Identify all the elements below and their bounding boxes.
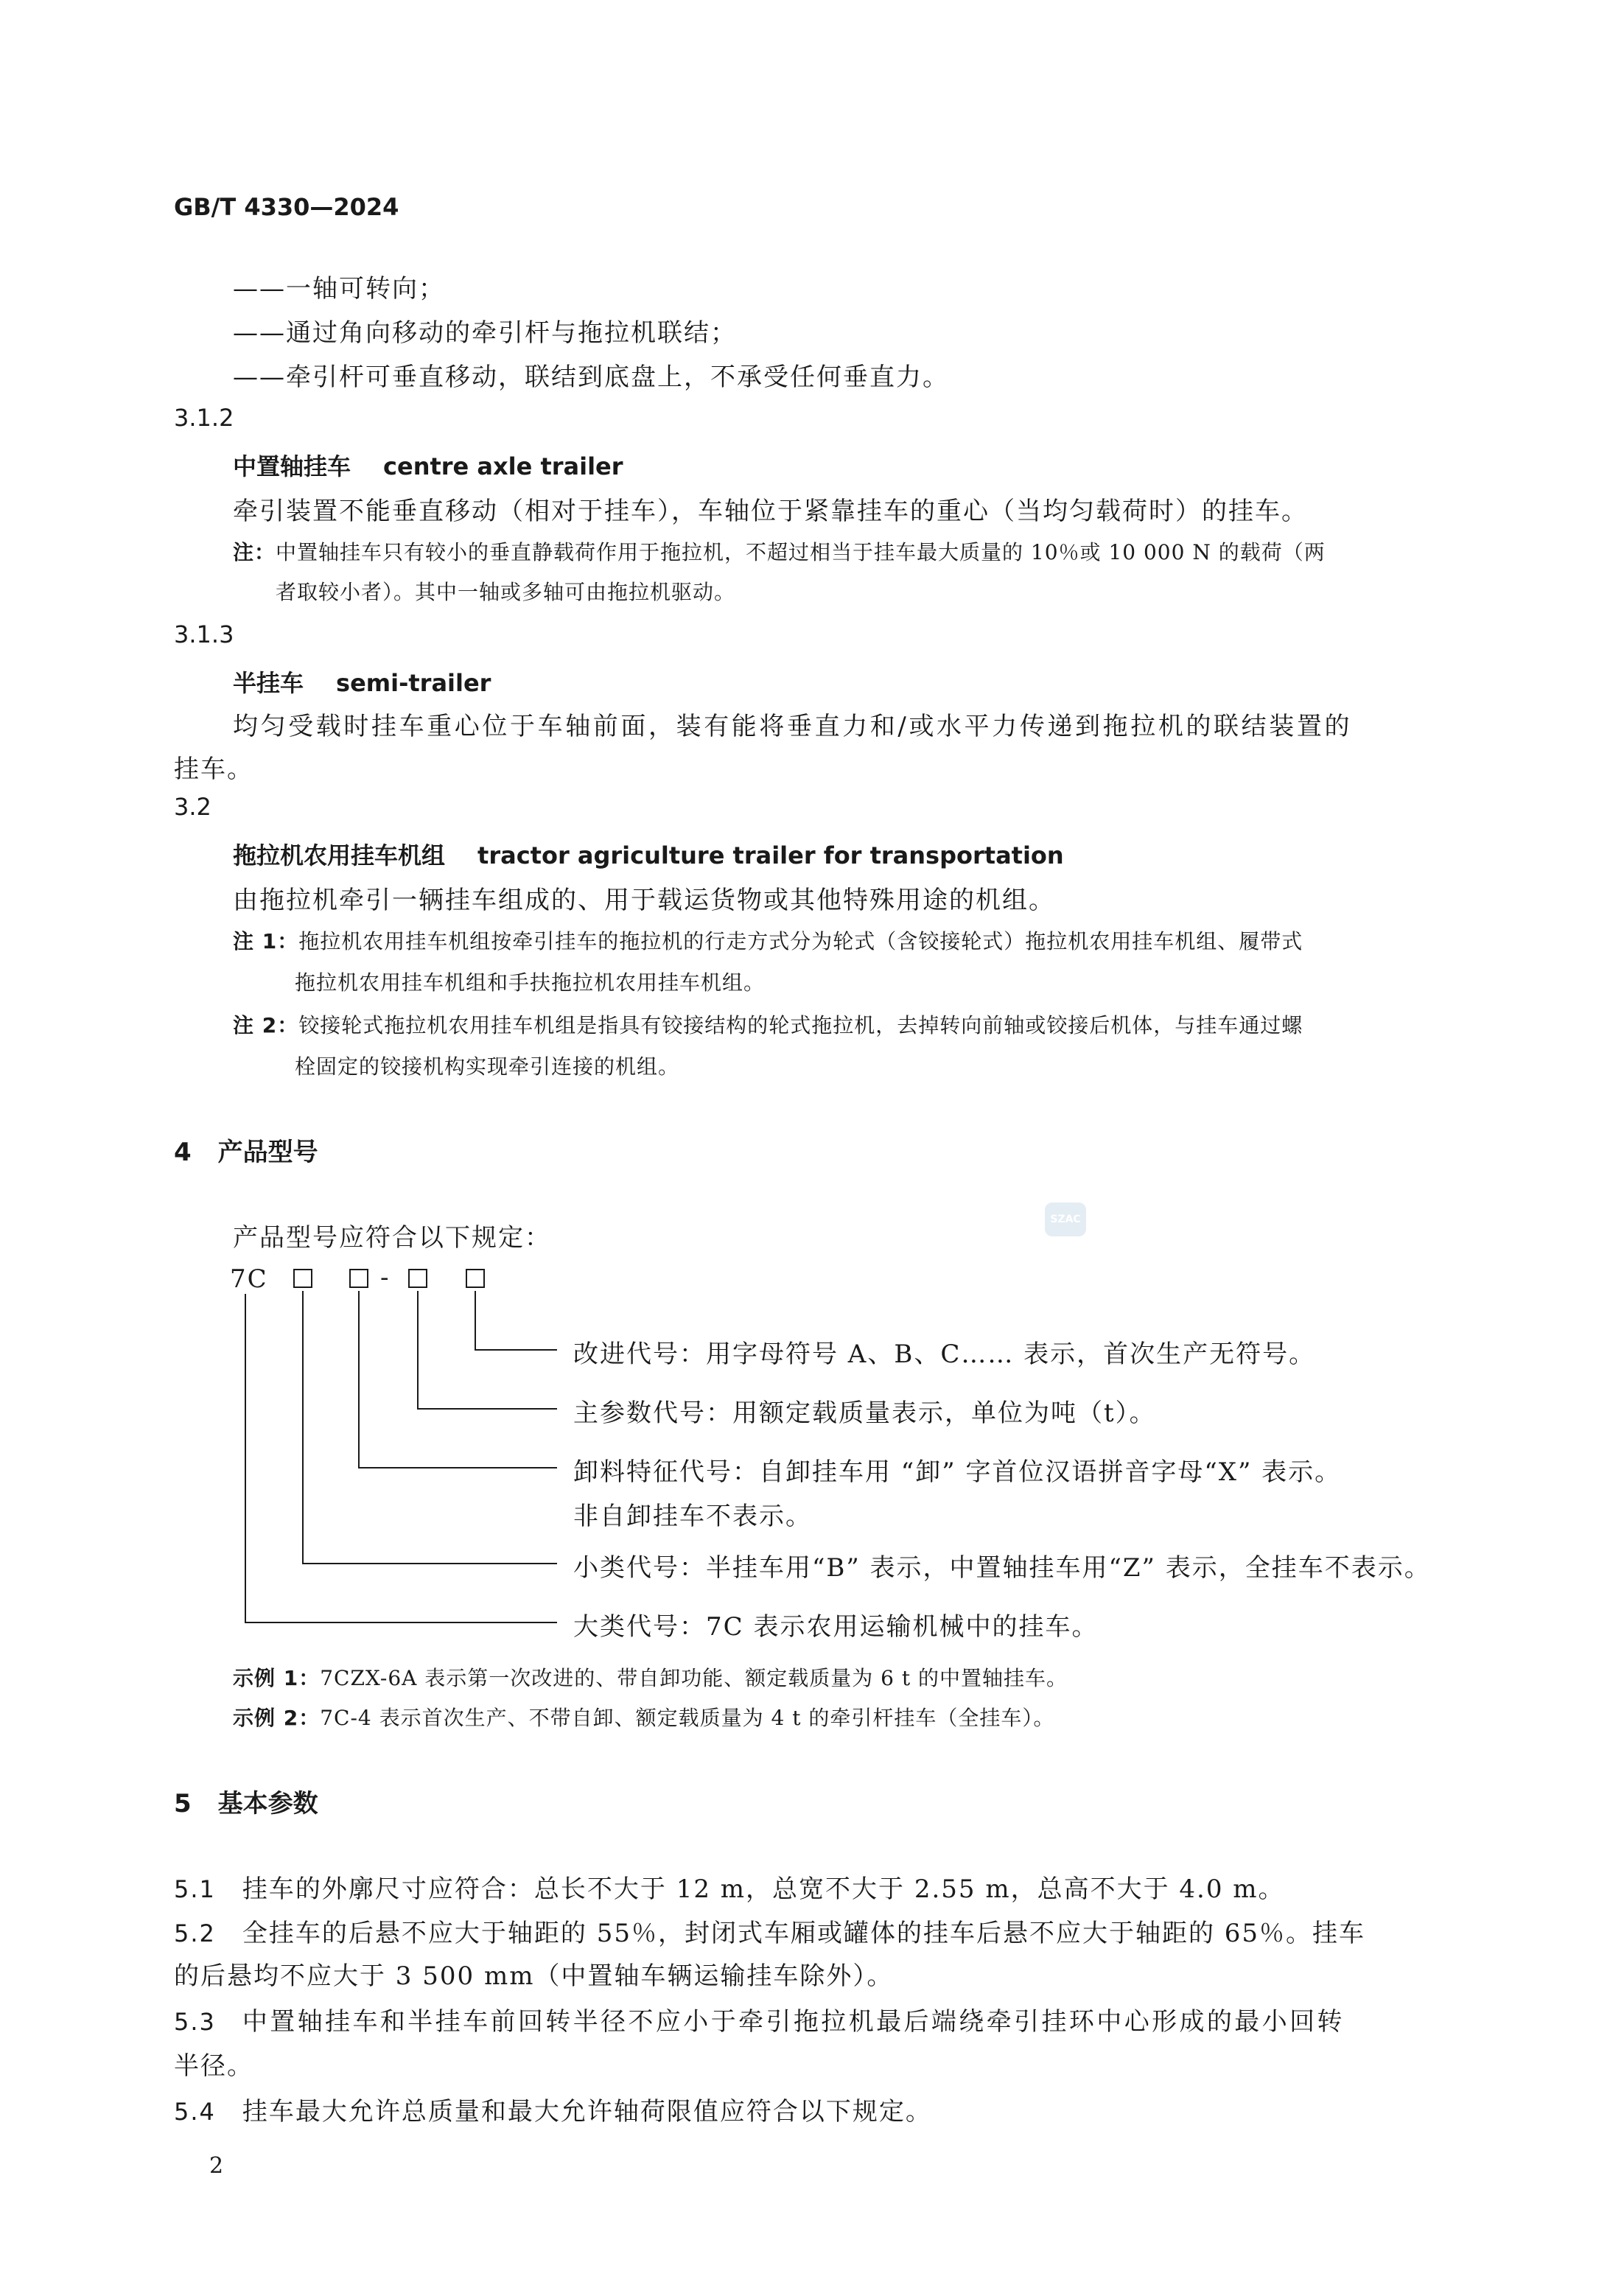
clause-number: 5.1 bbox=[174, 1875, 216, 1903]
example bbox=[233, 1662, 1068, 1692]
section-title: 产品型号 bbox=[217, 1138, 318, 1167]
note-continuation: 栓固定的铰接机构实现牵引连接的机组。 bbox=[295, 1054, 680, 1079]
term-en: semi-trailer bbox=[336, 669, 491, 697]
note-text: 拖拉机农用挂车机组按牵引挂车的拖拉机的行走方式分为轮式（含铰接轮式）拖拉机农用挂车机组、履带式 bbox=[298, 929, 1303, 953]
note-text: 铰接轮式拖拉机农用挂车机组是指具有铰接结构的轮式拖拉机，去掉转向前轴或铰接后机体，与挂车通过螺 bbox=[298, 1013, 1303, 1037]
code-box-improve bbox=[466, 1269, 485, 1288]
term-en: centre axle trailer bbox=[383, 452, 623, 480]
clause-5-1 bbox=[174, 1869, 1285, 1905]
label-subclass: 小类代号：半挂车用“B” 表示，中置轴挂车用“Z” 表示，全挂车不表示。 bbox=[573, 1553, 1431, 1583]
watermark: SZAC bbox=[1045, 1202, 1086, 1236]
note bbox=[233, 925, 1303, 955]
note bbox=[233, 536, 1326, 566]
label-dump-continuation: 非自卸挂车不表示。 bbox=[573, 1502, 812, 1531]
term-cn: 中置轴挂车 bbox=[233, 452, 351, 480]
term-cn: 半挂车 bbox=[233, 669, 304, 697]
leader-line-class bbox=[245, 1294, 246, 1622]
leader-arm-main-param bbox=[417, 1408, 557, 1410]
leader-arm-class bbox=[245, 1622, 557, 1623]
list-item: ——一轴可转向； bbox=[233, 274, 445, 304]
example-label: 示例 1： bbox=[233, 1666, 321, 1690]
note-label: 注： bbox=[233, 540, 276, 564]
clause-text: 中置轴挂车和半挂车前回转半径不应小于牵引拖拉机最后端绕牵引挂环中心形成的最小回转 bbox=[242, 2007, 1345, 2037]
example-text: 7C-4 表示首次生产、不带自卸、额定载质量为 4 t 的牵引杆挂车（全挂车）。 bbox=[320, 1706, 1055, 1730]
leader-arm-dump bbox=[358, 1467, 557, 1468]
section-number: 5 bbox=[174, 1789, 192, 1818]
note-continuation: 拖拉机农用挂车机组和手扶拖拉机农用挂车机组。 bbox=[295, 970, 766, 995]
term bbox=[233, 665, 491, 699]
example-text: 7CZX-6A 表示第一次改进的、带自卸功能、额定载质量为 6 t 的中置轴挂车。 bbox=[320, 1666, 1068, 1690]
definition: 牵引装置不能垂直移动（相对于挂车），车轴位于紧靠挂车的重心（当均匀载荷时）的挂车。 bbox=[233, 497, 1308, 526]
clause-number: 3.1.3 bbox=[174, 620, 234, 648]
term bbox=[233, 448, 623, 482]
clause-text: 全挂车的后悬不应大于轴距的 55％，封闭式车厢或罐体的挂车后悬不应大于轴距的 65％。挂车 bbox=[242, 1919, 1366, 1948]
code-prefix: 7C bbox=[230, 1264, 268, 1294]
leader-arm-improve bbox=[475, 1349, 557, 1351]
leader-line-improve bbox=[475, 1291, 476, 1350]
page-number: 2 bbox=[209, 2153, 224, 2179]
term-en: tractor agriculture trailer for transportation bbox=[477, 841, 1064, 869]
doc-id: GB/T 4330—2024 bbox=[174, 193, 399, 221]
code-dash: - bbox=[380, 1263, 391, 1292]
clause-number: 5.3 bbox=[174, 2008, 216, 2036]
code-box-main-param bbox=[408, 1269, 427, 1288]
definition: 均匀受载时挂车重心位于车轴前面，装有能将垂直力和/或水平力传递到拖拉机的联结装置的 bbox=[233, 712, 1353, 741]
term-cn: 拖拉机农用挂车机组 bbox=[233, 841, 446, 869]
definition-continuation: 挂车。 bbox=[174, 755, 253, 784]
label-class: 大类代号：7C 表示农用运输机械中的挂车。 bbox=[573, 1612, 1099, 1642]
list-item: ——通过角向移动的牵引杆与拖拉机联结； bbox=[233, 318, 737, 348]
leader-line-main-param bbox=[417, 1291, 419, 1409]
label-dump: 卸料特征代号：自卸挂车用 “卸” 字首位汉语拼音字母“X” 表示。 bbox=[573, 1457, 1342, 1487]
note-continuation: 者取较小者）。其中一轴或多轴可由拖拉机驱动。 bbox=[276, 580, 736, 604]
definition: 由拖拉机牵引一辆挂车组成的、用于载运货物或其他特殊用途的机组。 bbox=[233, 886, 1055, 915]
label-main-param: 主参数代号：用额定载质量表示，单位为吨（t）。 bbox=[573, 1398, 1156, 1428]
clause-text: 挂车的外廓尺寸应符合：总长不大于 12 m，总宽不大于 2.55 m，总高不大于 4.0 m。 bbox=[242, 1874, 1285, 1904]
note bbox=[233, 1009, 1303, 1039]
clause-number: 3.1.2 bbox=[174, 404, 234, 432]
leader-arm-subclass bbox=[302, 1563, 557, 1564]
clause-number: 5.4 bbox=[174, 2098, 216, 2126]
section-heading bbox=[174, 1132, 318, 1168]
clause-text: 挂车最大允许总质量和最大允许轴荷限值应符合以下规定。 bbox=[242, 2097, 932, 2126]
clause-5-4 bbox=[174, 2091, 932, 2127]
example-label: 示例 2： bbox=[233, 1706, 321, 1730]
clause-continuation: 半径。 bbox=[174, 2051, 253, 2081]
clause-number: 3.2 bbox=[174, 793, 211, 821]
note-label: 注 2： bbox=[233, 1013, 299, 1037]
note-label: 注 1： bbox=[233, 929, 299, 953]
example bbox=[233, 1702, 1054, 1732]
note-text: 中置轴挂车只有较小的垂直静载荷作用于拖拉机，不超过相当于挂车最大质量的 10％或 10 000 N 的载荷（两 bbox=[276, 540, 1326, 564]
list-item: ——牵引杆可垂直移动，联结到底盘上，不承受任何垂直力。 bbox=[233, 363, 949, 392]
clause-5-3 bbox=[174, 2001, 1345, 2037]
label-improve: 改进代号：用字母符号 A、B、C…… 表示，首次生产无符号。 bbox=[573, 1340, 1316, 1369]
intro-text: 产品型号应符合以下规定： bbox=[233, 1223, 551, 1253]
clause-5-2 bbox=[174, 1913, 1365, 1949]
term bbox=[233, 837, 1064, 871]
leader-line-dump bbox=[358, 1291, 360, 1468]
section-heading bbox=[174, 1783, 318, 1819]
code-box-dump bbox=[349, 1269, 368, 1288]
clause-continuation: 的后悬均不应大于 3 500 mm（中置轴车辆运输挂车除外）。 bbox=[174, 1961, 894, 1991]
code-box-subclass bbox=[293, 1269, 312, 1288]
section-title: 基本参数 bbox=[217, 1789, 318, 1818]
clause-number: 5.2 bbox=[174, 1919, 216, 1947]
leader-line-subclass bbox=[302, 1291, 304, 1564]
section-number: 4 bbox=[174, 1138, 192, 1167]
